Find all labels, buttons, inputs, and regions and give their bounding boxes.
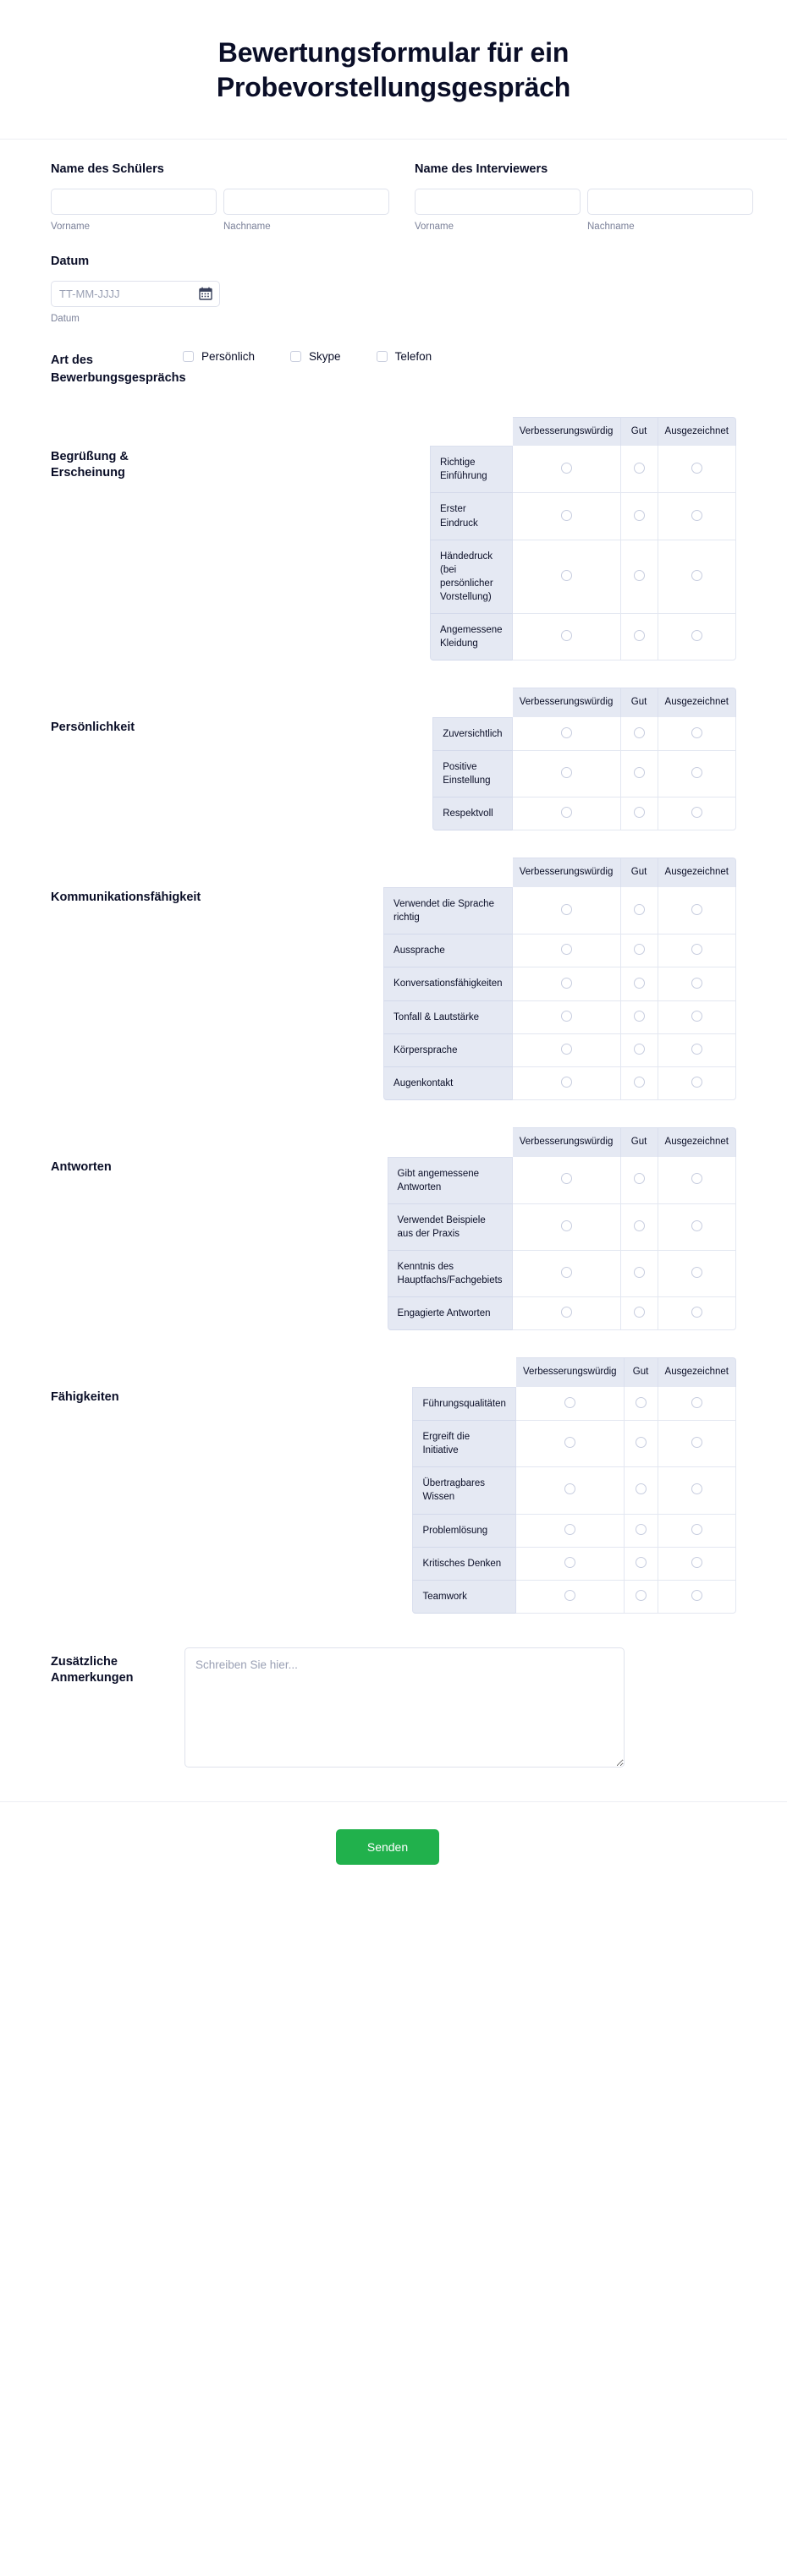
matrix-cell[interactable] [625,1548,658,1581]
matrix-column-header: Gut [621,688,658,717]
matrix-cell[interactable] [658,717,736,751]
interview-type-option-0[interactable] [183,350,255,363]
matrix-cell[interactable] [513,887,621,934]
matrix-row [432,797,736,830]
matrix-cell[interactable] [513,1034,621,1067]
matrix-cell[interactable] [513,446,621,493]
radio-button[interactable] [634,1307,645,1318]
radio-button[interactable] [691,807,702,818]
matrix-row [412,1421,736,1467]
matrix-row [383,934,736,967]
matrix-cell[interactable] [658,1204,736,1251]
radio-button[interactable] [564,1590,575,1601]
matrix-cell[interactable] [621,540,658,614]
matrix-row-label: Tonfall & Lautstärke [383,1001,513,1034]
matrix-cell[interactable] [658,751,736,797]
radio-button[interactable] [691,1220,702,1231]
radio-button[interactable] [634,767,645,778]
matrix-cell[interactable] [516,1515,625,1548]
matrix-corner-cell [388,1127,513,1157]
matrix-cell[interactable] [658,540,736,614]
student-last-sub-label: Nachname [223,221,271,232]
checkbox-icon[interactable] [377,351,388,362]
matrix-row-label: Gibt angemessene Antworten [388,1157,513,1204]
matrix-row-label: Übertragbares Wissen [412,1467,515,1514]
matrix-cell[interactable] [621,1204,658,1251]
matrix-cell[interactable] [621,1001,658,1034]
matrix-cell[interactable] [621,614,658,660]
matrix-cell[interactable] [621,751,658,797]
matrix-row [383,967,736,1000]
matrix-row [412,1548,736,1581]
matrix-column-header: Verbesserungswürdig [513,417,621,447]
matrix-cell[interactable] [621,1067,658,1100]
radio-button[interactable] [634,510,645,521]
radio-button[interactable] [691,1437,702,1448]
matrix-row-label: Aussprache [383,934,513,967]
radio-button[interactable] [564,1397,575,1408]
checkbox-icon[interactable] [183,351,194,362]
radio-button[interactable] [691,1307,702,1318]
matrix-row [383,1001,736,1034]
matrix-row [430,493,736,540]
matrix-row [412,1467,736,1514]
interview-type-option-2[interactable] [377,350,432,363]
matrix-row [430,614,736,660]
matrix-cell[interactable] [516,1421,625,1467]
student-first-sub-label: Vorname [51,221,91,232]
radio-button[interactable] [691,1044,702,1055]
interviewer-last-sub-label: Nachname [587,221,635,232]
matrix-row-label: Respektvoll [432,797,512,830]
radio-button[interactable] [561,463,572,474]
matrix-cell[interactable] [658,887,736,934]
matrix-row [412,1515,736,1548]
matrix-cell[interactable] [658,1421,736,1467]
radio-button[interactable] [561,727,572,738]
matrix-cell[interactable] [625,1421,658,1467]
matrix-row [388,1297,736,1330]
matrix-section-4 [51,1357,736,1614]
matrix-row-label: Problemlösung [412,1515,515,1548]
matrix-scroll-area [184,1127,736,1330]
matrix-label: Kommunikationsfähigkeit [51,891,201,905]
radio-button[interactable] [634,1077,645,1088]
interviewer-last-name-input[interactable] [587,189,753,215]
matrix-row [412,1387,736,1421]
radio-button[interactable] [691,978,702,989]
matrix-column-header: Verbesserungswürdig [513,688,621,717]
matrix-label: Antworten [51,1159,112,1174]
matrix-cell[interactable] [658,1581,736,1614]
matrix-row-label: Konversationsfähigkeiten [383,967,513,1000]
matrix-row [388,1204,736,1251]
radio-button[interactable] [636,1557,647,1568]
matrix-row [432,751,736,797]
matrix-corner-cell [432,688,512,717]
radio-button[interactable] [561,1077,572,1088]
radio-button[interactable] [691,570,702,581]
radio-button[interactable] [561,1267,572,1278]
matrix-column-header: Gut [621,417,658,447]
matrix-cell[interactable] [658,446,736,493]
matrix-cell[interactable] [658,967,736,1000]
student-name-group [51,162,389,233]
matrix-cell[interactable] [658,1157,736,1204]
matrix-cell[interactable] [513,934,621,967]
student-name-label: Name des Schülers [51,162,164,176]
matrix-corner-cell [430,417,513,447]
matrix-cell[interactable] [513,1001,621,1034]
matrix-cell[interactable] [513,1157,621,1204]
radio-button[interactable] [561,978,572,989]
matrix-cell[interactable] [516,1581,625,1614]
radio-button[interactable] [564,1524,575,1535]
matrix-row [383,887,736,934]
date-label: Datum [51,254,90,268]
page-title: Bewertungsformular für ein Probevorstellungsgespräch [216,37,571,102]
radio-button[interactable] [561,630,572,641]
comments-label: Zusätzliche Anmerkungen [51,1654,134,1685]
matrix-cell[interactable] [513,751,621,797]
radio-button[interactable] [691,630,702,641]
matrix-row-label: Körpersprache [383,1034,513,1067]
matrix-scroll-area [184,688,736,830]
rating-matrix [432,688,736,830]
matrix-column-header: Gut [621,1127,658,1157]
matrix-cell[interactable] [513,1067,621,1100]
matrix-cell[interactable] [625,1581,658,1614]
radio-button[interactable] [634,1044,645,1055]
date-input-wrap [51,281,220,307]
matrix-cell[interactable] [621,797,658,830]
names-row [51,162,736,233]
radio-button[interactable] [634,1173,645,1184]
matrix-cell[interactable] [658,614,736,660]
date-sub-label: Datum [51,313,80,324]
radio-button[interactable] [636,1437,647,1448]
radio-button[interactable] [691,1590,702,1601]
matrix-cell[interactable] [621,717,658,751]
matrix-section-2 [51,858,736,1099]
matrix-cell[interactable] [621,967,658,1000]
student-name-inputs [51,189,389,233]
date-block [51,254,736,326]
interviewer-first-sub-label: Vorname [415,221,454,232]
radio-button[interactable] [634,1267,645,1278]
radio-button[interactable] [636,1483,647,1494]
radio-button[interactable] [691,510,702,521]
matrix-cell[interactable] [625,1467,658,1514]
matrix-cell[interactable] [516,1548,625,1581]
interviewer-name-group [415,162,753,233]
matrix-column-header: Gut [625,1357,658,1387]
radio-button[interactable] [691,463,702,474]
radio-button[interactable] [634,978,645,989]
student-last-cell [223,189,389,233]
radio-button[interactable] [564,1557,575,1568]
matrix-cell[interactable] [658,1034,736,1067]
matrix-corner-cell [383,858,513,887]
radio-button[interactable] [561,1044,572,1055]
matrix-scroll-area [184,417,736,661]
radio-button[interactable] [634,570,645,581]
interview-type-option-1[interactable] [290,350,341,363]
radio-button[interactable] [691,1267,702,1278]
radio-button[interactable] [564,1437,575,1448]
radio-button[interactable] [691,1483,702,1494]
matrix-cell[interactable] [513,540,621,614]
radio-button[interactable] [634,727,645,738]
matrix-row [388,1251,736,1297]
radio-button[interactable] [634,807,645,818]
radio-button[interactable] [634,944,645,955]
matrix-cell[interactable] [621,1157,658,1204]
radio-button[interactable] [691,904,702,915]
matrix-cell[interactable] [516,1467,625,1514]
radio-button[interactable] [636,1524,647,1535]
matrix-cell[interactable] [621,446,658,493]
interview-type-option-label: Telefon [394,350,432,364]
radio-button[interactable] [691,944,702,955]
matrix-cell[interactable] [658,1467,736,1514]
matrix-row [388,1157,736,1204]
interview-type-row [51,350,736,387]
radio-button[interactable] [561,767,572,778]
rating-matrix [383,858,736,1099]
matrix-cell[interactable] [621,1251,658,1297]
matrix-row [412,1581,736,1614]
radio-button[interactable] [691,1077,702,1088]
radio-button[interactable] [564,1483,575,1494]
form-footer [0,1801,787,1916]
matrix-row [430,540,736,614]
matrix-row-label: Teamwork [412,1581,515,1614]
matrix-label: Fähigkeiten [51,1390,119,1405]
radio-button[interactable] [634,904,645,915]
radio-button[interactable] [634,1220,645,1231]
radio-button[interactable] [691,727,702,738]
date-input[interactable] [51,281,220,307]
matrix-cell[interactable] [658,1548,736,1581]
matrix-cell[interactable] [621,493,658,540]
interview-type-option-label: Persönlich [201,350,256,364]
radio-button[interactable] [561,1011,572,1022]
matrix-column-header: Ausgezeichnet [658,1127,736,1157]
matrix-cell[interactable] [625,1515,658,1548]
radio-button[interactable] [691,1011,702,1022]
matrix-cell[interactable] [658,797,736,830]
matrix-column-header: Verbesserungswürdig [516,1357,625,1387]
radio-button[interactable] [561,1173,572,1184]
matrix-column-header: Ausgezeichnet [658,417,736,447]
matrix-row-label: Richtige Einführung [430,446,513,493]
matrix-cell[interactable] [513,493,621,540]
matrix-cell[interactable] [658,1387,736,1421]
radio-button[interactable] [561,944,572,955]
matrix-cell[interactable] [621,1034,658,1067]
radio-button[interactable] [561,904,572,915]
matrix-cell[interactable] [621,934,658,967]
radio-button[interactable] [561,570,572,581]
matrix-cell[interactable] [658,1001,736,1034]
matrix-row-label: Kritisches Denken [412,1548,515,1581]
matrix-column-header: Ausgezeichnet [658,1357,736,1387]
matrix-cell[interactable] [513,717,621,751]
radio-button[interactable] [561,1307,572,1318]
matrix-cell[interactable] [625,1387,658,1421]
matrix-row-label: Augenkontakt [383,1067,513,1100]
matrix-column-header: Verbesserungswürdig [513,1127,621,1157]
comments-section [51,1647,736,1768]
checkbox-icon[interactable] [290,351,301,362]
matrix-cell[interactable] [658,1297,736,1330]
matrix-label: Begrüßung & Erscheinung [51,449,129,480]
matrix-column-header: Ausgezeichnet [658,858,736,887]
matrix-corner-cell [412,1357,515,1387]
matrix-row-label: Ergreift die Initiative [412,1421,515,1467]
matrix-row-label: Verwendet Beispiele aus der Praxis [388,1204,513,1251]
matrix-section-1 [51,688,736,830]
interview-type-options [183,350,467,363]
matrix-section-0 [51,417,736,661]
radio-button[interactable] [691,1557,702,1568]
matrix-row-label: Kenntnis des Hauptfachs/Fachgebiets [388,1251,513,1297]
rating-matrix [388,1127,736,1330]
matrix-row-label: Erster Eindruck [430,493,513,540]
submit-button[interactable]: Senden [336,1829,439,1865]
matrix-row [430,446,736,493]
interviewer-name-label: Name des Interviewers [415,162,548,176]
matrix-cell[interactable] [658,1067,736,1100]
student-last-name-input[interactable] [223,189,389,215]
interviewer-name-inputs [415,189,753,233]
matrix-scroll-area [184,1357,736,1614]
matrix-row-label: Händedruck (bei persönlicher Vorstellung) [430,540,513,614]
matrix-row [383,1067,736,1100]
radio-button[interactable] [634,630,645,641]
radio-button[interactable] [561,1220,572,1231]
matrix-cell[interactable] [658,493,736,540]
matrix-cell[interactable] [658,1515,736,1548]
matrix-cell[interactable] [513,1204,621,1251]
matrix-cell[interactable] [513,967,621,1000]
interviewer-first-name-input[interactable] [415,189,581,215]
matrix-column-header: Gut [621,858,658,887]
radio-button[interactable] [691,1524,702,1535]
matrix-cell[interactable] [513,1251,621,1297]
matrix-cell[interactable] [658,1251,736,1297]
matrix-row-label: Verwendet die Sprache richtig [383,887,513,934]
student-first-cell [51,189,217,233]
matrix-cell[interactable] [513,1297,621,1330]
matrix-row [383,1034,736,1067]
radio-button[interactable] [634,1011,645,1022]
interview-type-label: Art des Bewerbungsgesprächs [51,354,186,386]
matrix-section-3 [51,1127,736,1330]
radio-button[interactable] [636,1397,647,1408]
matrix-label: Persönlichkeit [51,721,135,735]
student-first-name-input[interactable] [51,189,217,215]
radio-button[interactable] [561,807,572,818]
matrix-cell[interactable] [516,1387,625,1421]
radio-button[interactable] [691,767,702,778]
matrix-column-header: Ausgezeichnet [658,688,736,717]
matrix-row [432,717,736,751]
rating-matrix [430,417,736,661]
matrix-row-label: Positive Einstellung [432,751,512,797]
interviewer-last-cell [587,189,753,233]
comments-textarea[interactable] [184,1647,625,1768]
interview-type-option-label: Skype [309,350,341,364]
matrix-cell[interactable] [621,1297,658,1330]
matrix-cell[interactable] [621,887,658,934]
form-header [0,0,787,140]
rating-matrices [51,417,736,1614]
matrix-row-label: Führungsqualitäten [412,1387,515,1421]
matrix-row-label: Angemessene Kleidung [430,614,513,660]
matrix-row-label: Engagierte Antworten [388,1297,513,1330]
radio-button[interactable] [634,463,645,474]
radio-button[interactable] [561,510,572,521]
rating-matrix [412,1357,736,1614]
matrix-row-label: Zuversichtlich [432,717,512,751]
form-body [0,140,787,1768]
radio-button[interactable] [691,1173,702,1184]
matrix-column-header: Verbesserungswürdig [513,858,621,887]
matrix-cell[interactable] [513,797,621,830]
interviewer-first-cell [415,189,581,233]
matrix-cell[interactable] [513,614,621,660]
radio-button[interactable] [636,1590,647,1601]
matrix-cell[interactable] [658,934,736,967]
matrix-scroll-area [184,858,736,1099]
radio-button[interactable] [691,1397,702,1408]
